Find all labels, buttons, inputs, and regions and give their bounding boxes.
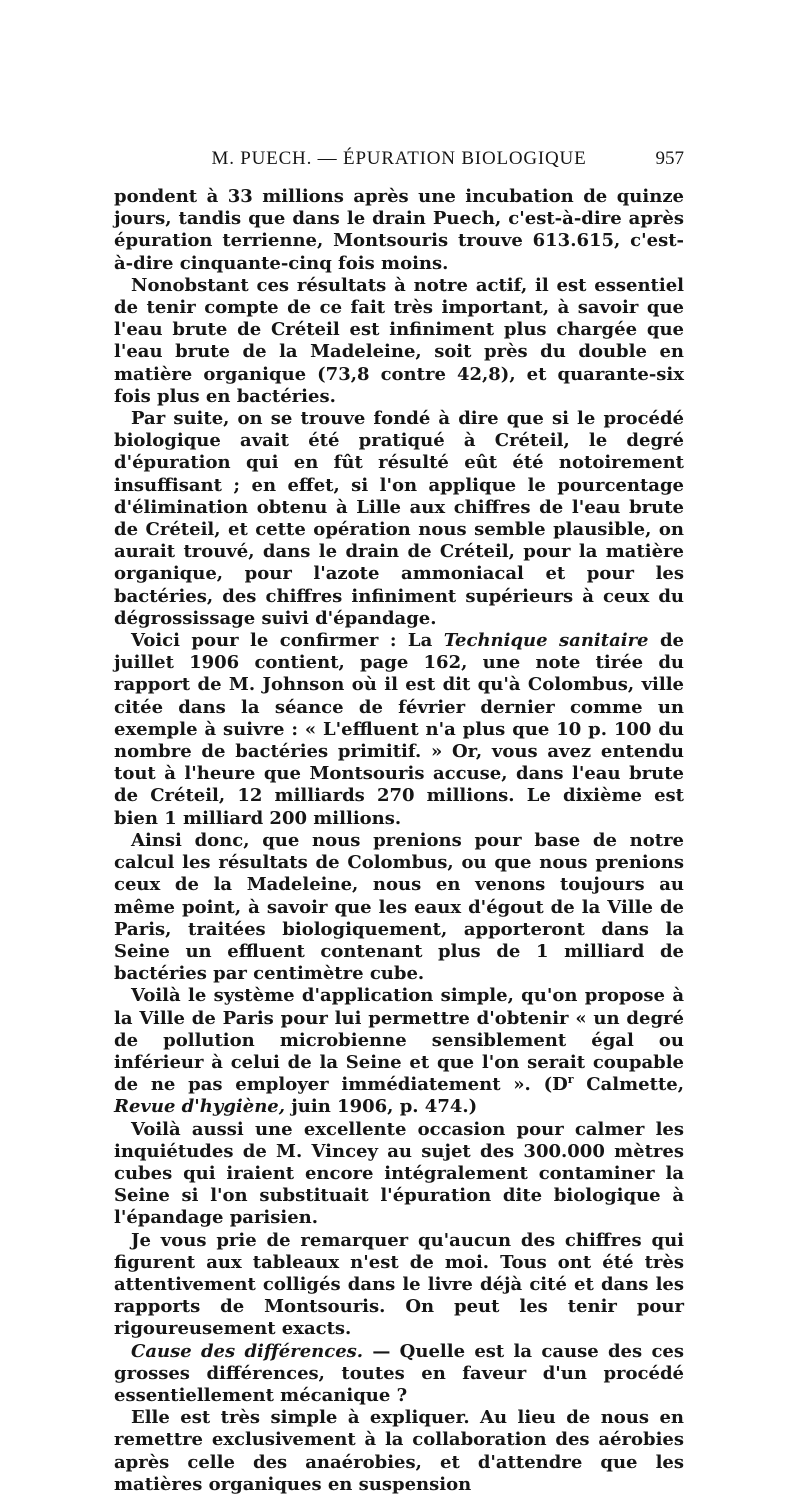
paragraph-text: Ainsi donc, que nous prenions pour base de notre calcul les résultats de Colombus, ou que nous prenions ceux de la Madeleine, nous en venons toujours au même point, à savoir que les eaux d'égout de la Ville de Paris, traitées biologiquement, apporteront dans la Seine un effluent contenant plus de 1 milliard de bactéries par centimètre cube. [114,829,684,985]
paragraph [114,1341,684,1408]
paragraph-text: Par suite, on se trouve fondé à dire que si le procédé biologique avait été pratiqué à Créteil, le degré d'épuration qui en fût résulté eût été notoirement insuffisant ; en effet, si l'on applique le pourcentage d'élimination obtenu à Lille aux chiffres de l'eau brute de Créteil, et cette opération nous semble plausible, on aurait trouvé, dans le drain de Créteil, pour la matière organique, pour l'azote ammoniacal et pour les bactéries, des chiffres infiniment supérieurs à ceux du dégrossissage suivi d'épandage. [114,408,684,629]
paragraph [114,186,684,275]
paragraph [114,1119,684,1230]
body-text [114,186,684,1496]
superscript: r [567,1073,574,1087]
paragraph-text: Voici pour le confirmer : La [131,630,444,652]
paragraph-text: Elle est très simple à expliquer. Au lieu de nous en remettre exclusivement à la collaboration des aérobies après celle des anaérobies, et d'attendre que les matières organiques en suspension [114,1407,684,1495]
paragraph [114,630,684,830]
paragraph-text: pondent à 33 millions après une incubation de quinze jours, tandis que dans le drain Puech, c'est-à-dire après épuration terrienne, Montsouris trouve 613.615, c'est-à-dire cinquante-cinq fois moins. [114,186,684,274]
paragraph-text: Voilà le système d'application simple, qu'on propose à la Ville de Paris pour lui permettre d'obtenir « un degré de pollution microbienne sensiblement égal ou inférieur à celui de la Seine et que l'on serait coupable de ne pas employer immédiatement ». (D [114,985,684,1096]
paragraph [114,985,684,1118]
paragraph-text: Nonobstant ces résultats à notre actif, il est essentiel de tenir compte de ce fait très important, à savoir que l'eau brute de Créteil est infiniment plus chargée que l'eau brute de la Madeleine, soit près du double en matière organique (73,8 contre 42,8), et quarante-six fois plus en bactéries. [114,274,684,407]
paragraph [114,408,684,630]
paragraph-text: Calmette, [573,1074,684,1096]
paragraph-text: de juillet 1906 contient, page 162, une note tirée du rapport de M. Johnson où il est dit qu'à Colombus, ville citée dans la séance de février dernier comme un exemple à suivre : « L'effluent n'a plus que 10 p. 100 du nombre de bactéries primitif. » Or, vous avez entendu tout à l'heure que Montsouris accuse, dans l'eau brute de Créteil, 12 milliards 270 millions. Le dixième est bien 1 milliard 200 millions. [114,630,685,829]
paragraph [114,1407,684,1496]
section-heading: Cause des différences. [131,1340,364,1362]
paragraph-text: Voilà aussi une excellente occasion pour calmer les inquiétudes de M. Vincey au sujet des 300.000 mètres cubes qui iraient encore intégralement contaminer la Seine si l'on substituait l'épuration dite biologique à l'épandage parisien. [114,1118,684,1229]
paragraph-text: Je vous prie de remarquer qu'aucun des chiffres qui figurent aux tableaux n'est de moi. Tous ont été très attentivement colligés dans le livre déjà cité et dans les rapports de Montsouris. On peut les tenir pour rigoureusement exacts. [114,1229,684,1340]
journal-title: Technique sanitaire [443,630,649,652]
running-head [114,148,684,176]
journal-title: Revue d'hygiène, [114,1096,285,1118]
paragraph [114,275,684,408]
page-number: 957 [655,148,684,169]
paragraph-text: juin 1906, p. 474.) [285,1096,478,1118]
paragraph-text: — Quelle est la cause des ces grosses différences, toutes en faveur d'un procédé essentiellement mécanique ? [114,1340,684,1406]
running-title: M. PUECH. — ÉPURATION BIOLOGIQUE [211,148,587,169]
paragraph [114,1230,684,1341]
paragraph [114,830,684,985]
